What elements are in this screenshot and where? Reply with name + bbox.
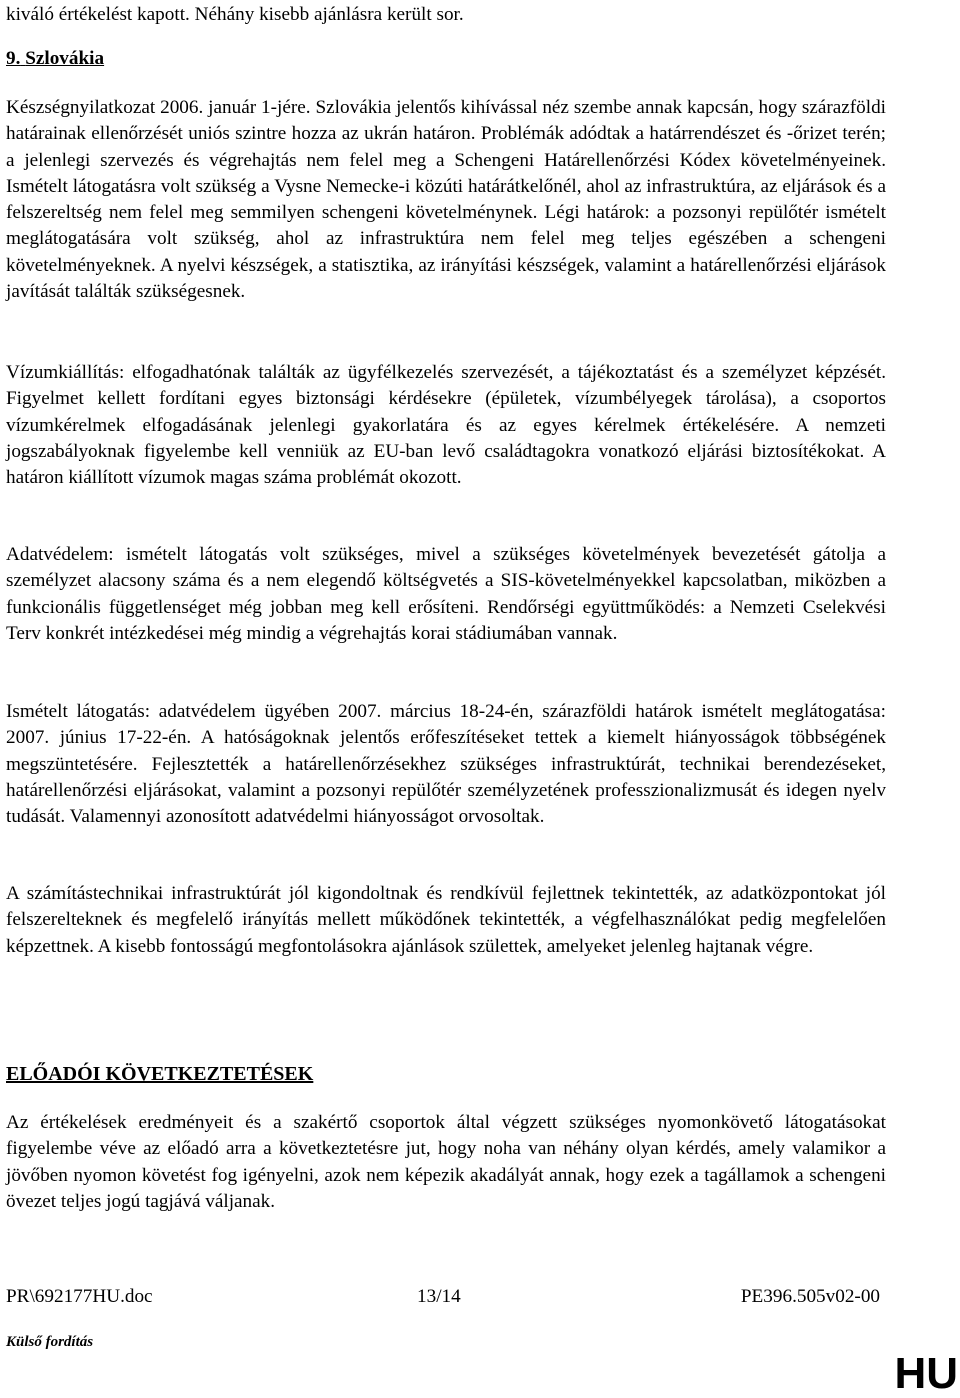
paragraph-it-infrastructure: A számítástechnikai infrastruktúrát jól kigondoltnak és rendkívül fejlettnek tekintették, az adatközpontokat jól felszerelteknek és megfelelő irányítás mellett működőnek tekintették, a végfelhasználókat pedig megfelelően képzettnek. A kisebb fontosságú megfontolásokra ajánlások születtek, amelyeket jelenleg hajtanak végre. [6,883,886,957]
translation-note: Külső fordítás [6,1334,94,1350]
footer-page-number: 13/14 [417,1286,461,1307]
paragraph-revisit: Ismételt látogatás: adatvédelem ügyében 2007. március 18-24-én, szárazföldi határok ismételt meglátogatása: 2007. június 17-22-én. A hatóságoknak jelentős erőfeszítéseket tettek a kiemelt hiányosságok többségének megszüntetésére. Fejlesztették a határellenőrzésekhez szükséges infrastruktúrát, technikai berendezéseket, határellenőrzési eljárásokat, valamint a pozsonyi repülőtér személyzetének professzionalizmusát és idegen nyelv tudását. Valamennyi azonosított adatvédelmi hiányosságot orvosoltak. [6,701,886,828]
paragraph-readiness: Készségnyilatkozat 2006. január 1-jére. Szlovákia jelentős kihívással néz szembe annak kapcsán, hogy szárazföldi határainak ellenőrzését uniós szintre hozza az ukrán határon. Problémák adódtak a határrendészet és -őrizet terén; a jelenlegi szervezés és végrehajtás nem felel meg a Schengeni Határellenőrzési Kódex követelményeinek. Ismételt látogatásra volt szükség a Vysne Nemecke-i közúti határátkelőnél, ahol az infrastruktúra, az eljárások és a felszereltség nem felel meg semmilyen schengeni követelménynek. Légi határok: a pozsonyi repülőtér ismételt meglátogatására volt szükség, ahol az infrastruktúra nem felel meg teljes egészében a schengeni követelményeknek. A nyelvi készségek, a statisztika, az irányítási készségek, valamint a határellenőrzési eljárások javítását találták szükségesnek. [6,97,886,303]
paragraph-intro: kiváló értékelést kapott. Néhány kisebb ajánlásra került sor. [6,4,464,25]
paragraph-visa: Vízumkiállítás: elfogadhatónak találták az ügyfélkezelés szervezését, a tájékoztatást és a személyzet képzését. Figyelmet kellett fordítani egyes biztonsági kérdésekre (épületek, vízumbélyegek tárolása), a csoportos vízumkérelmek elfogadásának jelenlegi gyakorlatára és az egyes kérelmek értékelésére. A nemzeti jogszabályoknak figyelembe kell venniük az EU-ban levő családtagokra vonatkozó eljárási biztosítékokat. A határon kiállított vízumok magas száma problémát okozott. [6,362,886,489]
section-number: 9. [6,48,21,69]
paragraph-data-protection: Adatvédelem: ismételt látogatás volt szükséges, mivel a szükséges követelmények bevezetését gátolja a személyzet alacsony száma és a nem elegendő költségvetés a SIS-követelményekkel kapcsolatban, miközben a funkcionális függetlenséget még jobban meg kell erősíteni. Rendőrségi együttműködés: a Nemzeti Cselekvési Terv konkrét intézkedései még mindig a végrehajtás korai stádiumában vannak. [6,544,886,644]
paragraph-conclusions: Az értékelések eredményeit és a szakértő csoportok által végzett szükséges nyomonkövető látogatásokat figyelembe véve az előadó arra a következtetésre jut, hogy noha van néhány olyan kérdés, amely valamikor a jövőben nyomon követést fog igényelni, azok nem képezik akadályát annak, hogy ezek a tagállamok a schengeni övezet teljes jogú tagjává váljanak. [6,1112,886,1212]
footer-doc-ref: PR\692177HU.doc [6,1286,153,1307]
section-title: Szlovákia [25,48,105,69]
language-code: HU [894,1349,958,1398]
page-footer [6,1284,886,1310]
footer-pe-ref: PE396.505v02-00 [740,1286,880,1307]
section-heading-slovakia [6,46,104,72]
conclusions-heading: ELŐADÓI KÖVETKEZTETÉSEK [6,1063,314,1085]
